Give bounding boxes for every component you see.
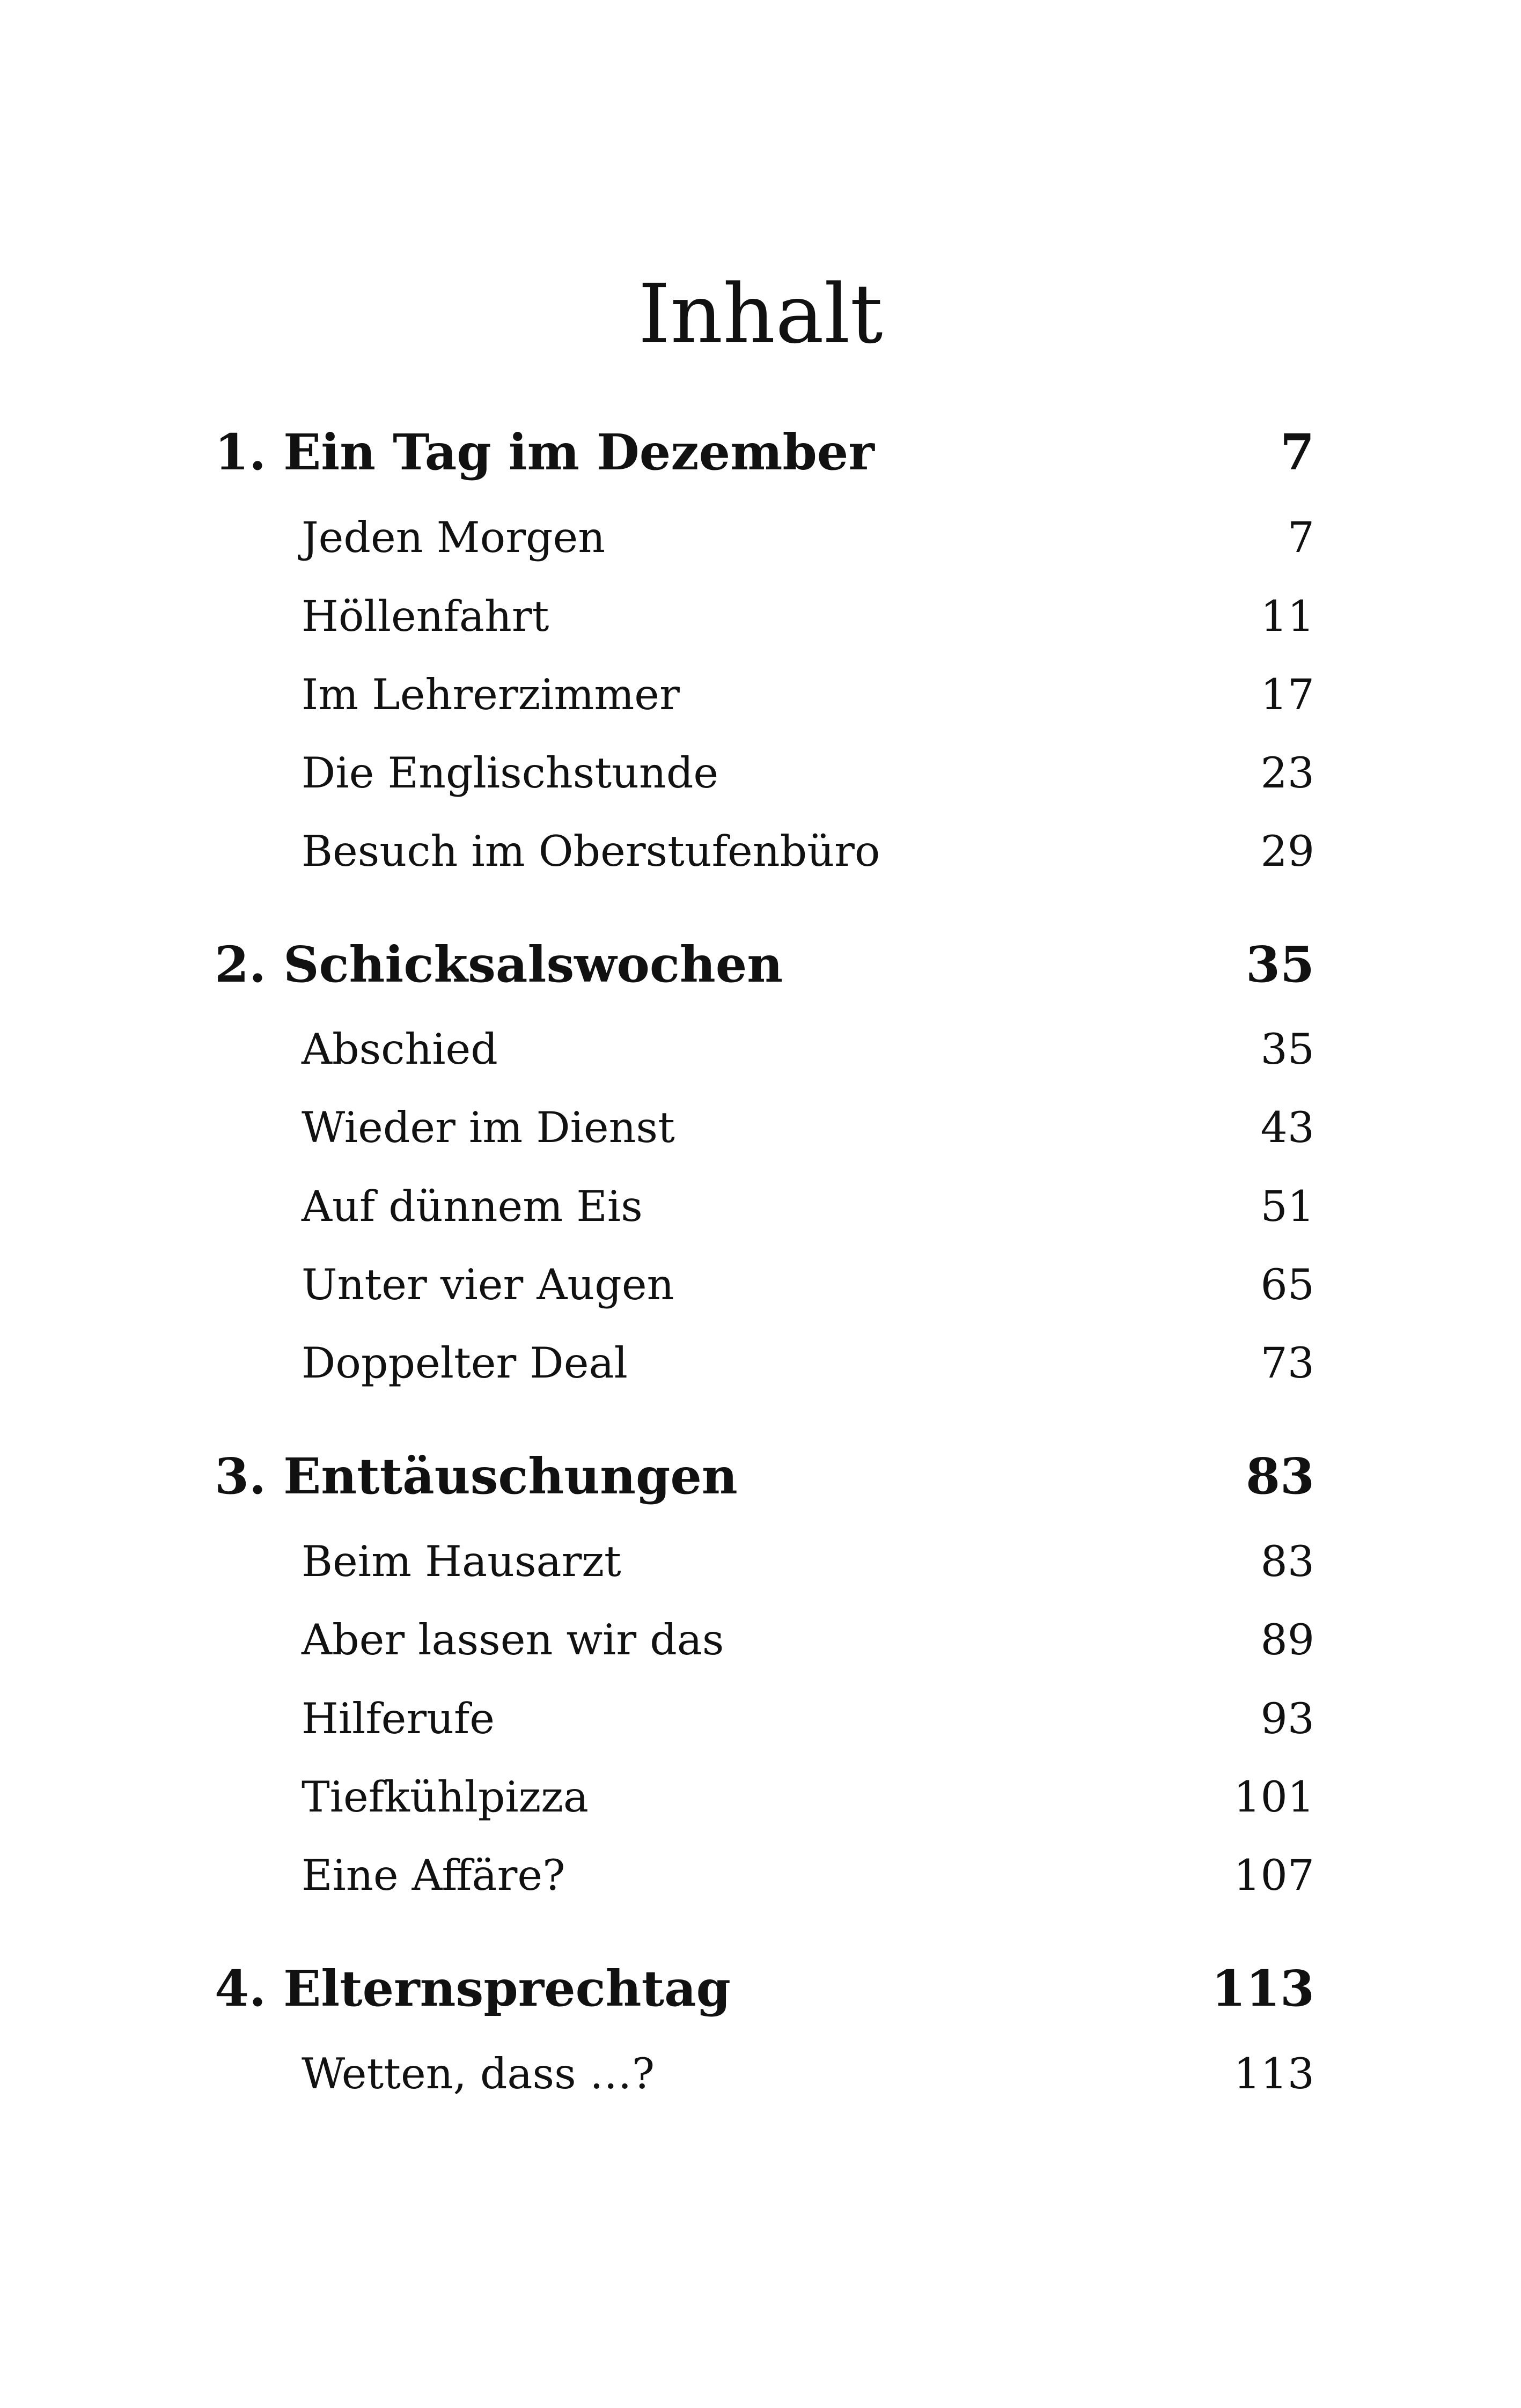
toc-entry[interactable] (302, 1101, 1314, 1154)
toc-entry-page: 43 (1260, 1103, 1314, 1152)
toc-entry-title: Wieder im Dienst (302, 1103, 675, 1152)
chapter-page-number: 7 (1280, 423, 1314, 481)
chapter-number: 4. (215, 1960, 267, 2017)
toc-entry-page: 101 (1233, 1772, 1314, 1822)
chapter-1-row[interactable] (215, 423, 1314, 482)
toc-entry-page: 11 (1260, 592, 1314, 641)
toc-entry-title: Unter vier Augen (302, 1260, 674, 1309)
chapter-name: Schicksalswochen (283, 936, 783, 993)
toc-entry-page: 107 (1233, 1851, 1314, 1900)
toc-entry-page: 7 (1287, 513, 1314, 562)
toc-entry[interactable] (302, 668, 1314, 721)
toc-entry-page: 35 (1260, 1025, 1314, 1074)
chapter-title (215, 423, 875, 482)
toc-entry[interactable] (302, 590, 1314, 643)
toc-entry-page: 89 (1260, 1615, 1314, 1665)
chapter-name: Enttäuschungen (283, 1447, 738, 1505)
chapter-page-number: 83 (1245, 1447, 1314, 1505)
toc-entry[interactable] (302, 824, 1314, 878)
toc-entry-page: 93 (1260, 1694, 1314, 1743)
chapter-page-number: 35 (1245, 936, 1314, 993)
toc-entry[interactable] (302, 1849, 1314, 1902)
toc-entry-title: Eine Affäre? (302, 1851, 565, 1900)
chapter-title (215, 1959, 731, 2018)
toc-entry[interactable] (302, 1336, 1314, 1390)
toc-entry[interactable] (302, 1180, 1314, 1233)
toc-entry-page: 23 (1260, 748, 1314, 798)
toc-entry[interactable] (302, 1692, 1314, 1746)
chapter-3-row[interactable] (215, 1447, 1314, 1506)
toc-entry-page: 29 (1260, 827, 1314, 876)
toc-entry-page: 113 (1233, 2049, 1314, 2098)
toc-entry-title: Wetten, dass …? (302, 2049, 655, 2098)
toc-entry[interactable] (302, 511, 1314, 564)
chapter-title (215, 1447, 738, 1506)
toc-entry[interactable] (302, 1258, 1314, 1312)
page-title: Inhalt (638, 267, 883, 362)
toc-entry-title: Auf dünnem Eis (302, 1182, 643, 1231)
toc-entry[interactable] (302, 1535, 1314, 1588)
toc-entry-title: Besuch im Oberstufenbüro (302, 827, 880, 876)
chapter-4-row[interactable] (215, 1959, 1314, 2018)
toc-entry-title: Beim Hausarzt (302, 1537, 621, 1586)
toc-entry-title: Tiefkühlpizza (302, 1772, 589, 1822)
toc-entry-page: 51 (1260, 1182, 1314, 1231)
chapter-title (215, 935, 783, 994)
toc-entry[interactable] (302, 1022, 1314, 1076)
toc-entry-title: Aber lassen wir das (302, 1615, 724, 1665)
toc-entry-page: 83 (1260, 1537, 1314, 1586)
toc-entry[interactable] (302, 1770, 1314, 1824)
toc-entry-title: Doppelter Deal (302, 1338, 628, 1388)
toc-entry-page: 17 (1260, 670, 1314, 719)
toc-entry-title: Hilferufe (302, 1694, 495, 1743)
toc-entry-title: Abschied (302, 1025, 498, 1074)
chapter-page-number: 113 (1211, 1960, 1314, 2017)
chapter-number: 3. (215, 1447, 267, 1505)
toc-entry-page: 65 (1260, 1260, 1314, 1309)
toc-entry-page: 73 (1260, 1338, 1314, 1388)
toc-entry-title: Im Lehrerzimmer (302, 670, 680, 719)
chapter-number: 2. (215, 936, 267, 993)
toc-entry[interactable] (302, 1613, 1314, 1667)
toc-entry-title: Höllenfahrt (302, 592, 549, 641)
chapter-name: Elternsprechtag (283, 1960, 731, 2017)
chapter-name: Ein Tag im Dezember (283, 423, 875, 481)
toc-entry[interactable] (302, 2047, 1314, 2101)
toc-entry-title: Jeden Morgen (302, 513, 606, 562)
toc-entry[interactable] (302, 746, 1314, 800)
toc-entry-title: Die Englischstunde (302, 748, 719, 798)
chapter-2-row[interactable] (215, 935, 1314, 994)
chapter-number: 1. (215, 423, 267, 481)
